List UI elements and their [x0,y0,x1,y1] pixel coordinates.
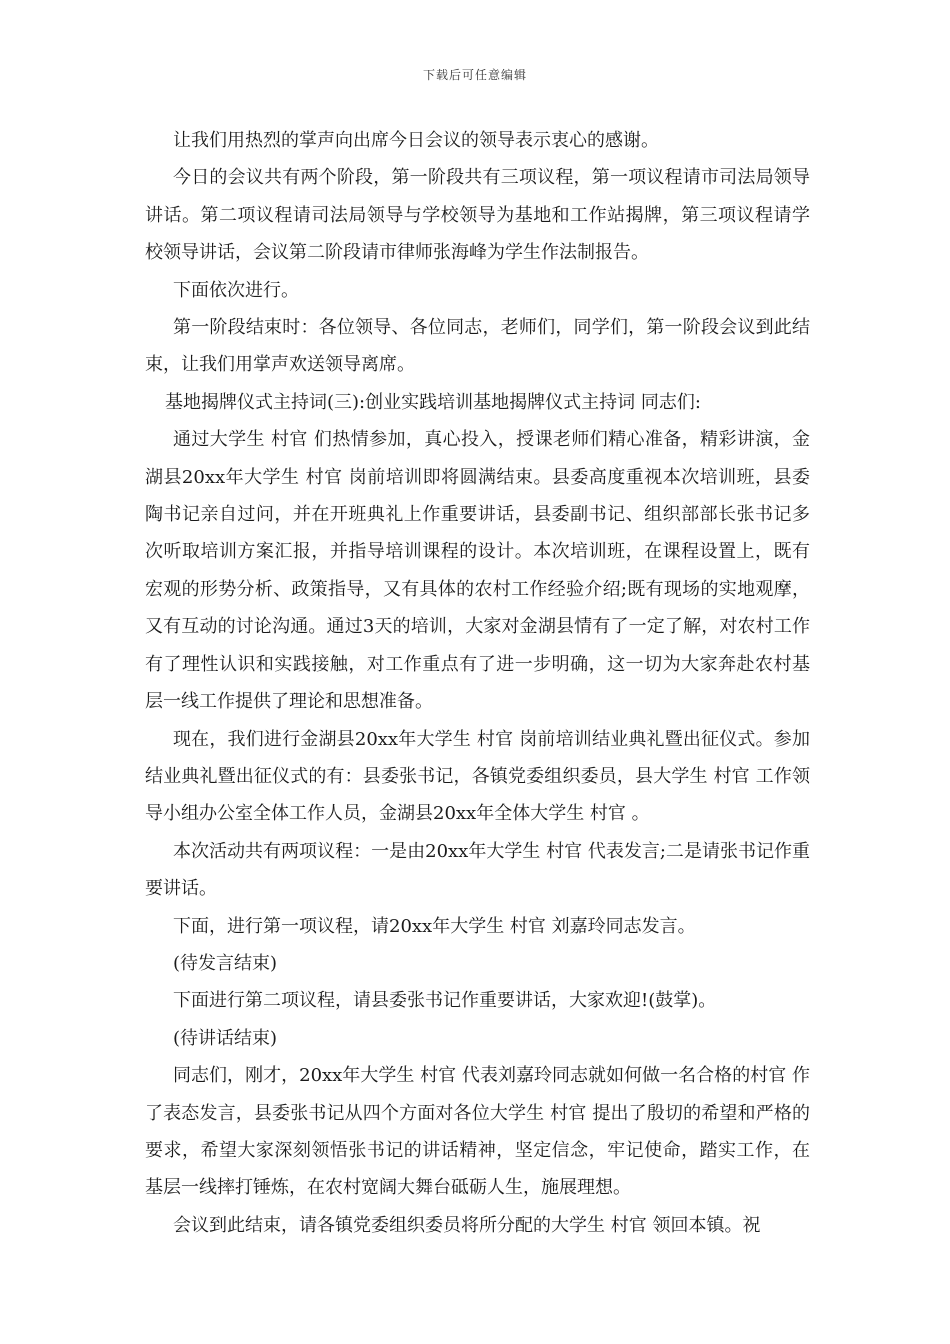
paragraph: 第一阶段结束时：各位领导、各位同志，老师们，同学们，第一阶段会议到此结束，让我们用掌声欢送领导离席。 [145,317,810,376]
paragraph: (待讲话结束) [173,1027,278,1049]
page-header: 下载后可任意编辑 [422,68,527,82]
paragraph-subheading: 基地揭牌仪式主持词(三):创业实践培训基地揭牌仪式主持词 同志们: [165,391,701,413]
paragraph: 下面进行第二项议程，请县委张书记作重要讲话，大家欢迎!(鼓掌)。 [173,990,717,1012]
paragraph: 本次活动共有两项议程：一是由20xx年大学生 村官 代表发言;二是请张书记作重要讲话。 [145,840,810,900]
paragraph: 下面，进行第一项议程，请20xx年大学生 村官 刘嘉玲同志发言。 [173,915,696,937]
paragraph: 让我们用热烈的掌声向出席今日会议的领导表示衷心的感谢。 [173,130,659,151]
paragraph: 会议到此结束，请各镇党委组织委员将所分配的大学生 村官 领回本镇。祝 [173,1214,761,1236]
document-body [145,122,810,1244]
paragraph: 通过大学生 村官 们热情参加，真心投入，授课老师们精心准备，精彩讲演，金湖县20xx年大学生 村官 岗前培训即将圆满结束。县委高度重视本次培训班，县委陶书记亲自过问，并在开班典礼上作重要讲话，县委副书记、组织部部长张书记多次听取培训方案汇报，并指导培训课程的设计。本次培训班，在课程设置上，既有宏观的形势分析、政策指导，又有具体的农村工作经验介绍;既有现场的实地观摩，又有互动的讨论沟通。通过3天的培训，大家对金湖县情有了一定了解，对农村工作有了理性认识和实践接触，对工作重点有了进一步明确，这一切为大家奔赴农村基层一线工作提供了理论和思想准备。 [145,429,810,713]
paragraph: 今日的会议共有两个阶段，第一阶段共有三项议程，第一项议程请市司法局领导讲话。第二项议程请司法局领导与学校领导为基地和工作站揭牌，第三项议程请学校领导讲话，会议第二阶段请市律师张海峰为学生作法制报告。 [145,167,810,264]
paragraph: (待发言结束) [173,952,278,974]
paragraph: 现在，我们进行金湖县20xx年大学生 村官 岗前培训结业典礼暨出征仪式。参加结业典礼暨出征仪式的有：县委张书记，各镇党委组织委员，县大学生 村官 工作领导小组办公室全体工作人员，金湖县20xx年全体大学生 村官 。 [145,728,810,825]
paragraph: 同志们，刚才，20xx年大学生 村官 代表刘嘉玲同志就如何做一名合格的村官 作了表态发言，县委张书记从四个方面对各位大学生 村官 提出了殷切的希望和严格的要求，希望大家深刻领悟张书记的讲话精神，坚定信念，牢记使命，踏实工作，在基层一线摔打锤炼，在农村宽阔大舞台砥砺人生，施展理想。 [145,1065,810,1199]
paragraph: 下面依次进行。 [173,279,299,301]
